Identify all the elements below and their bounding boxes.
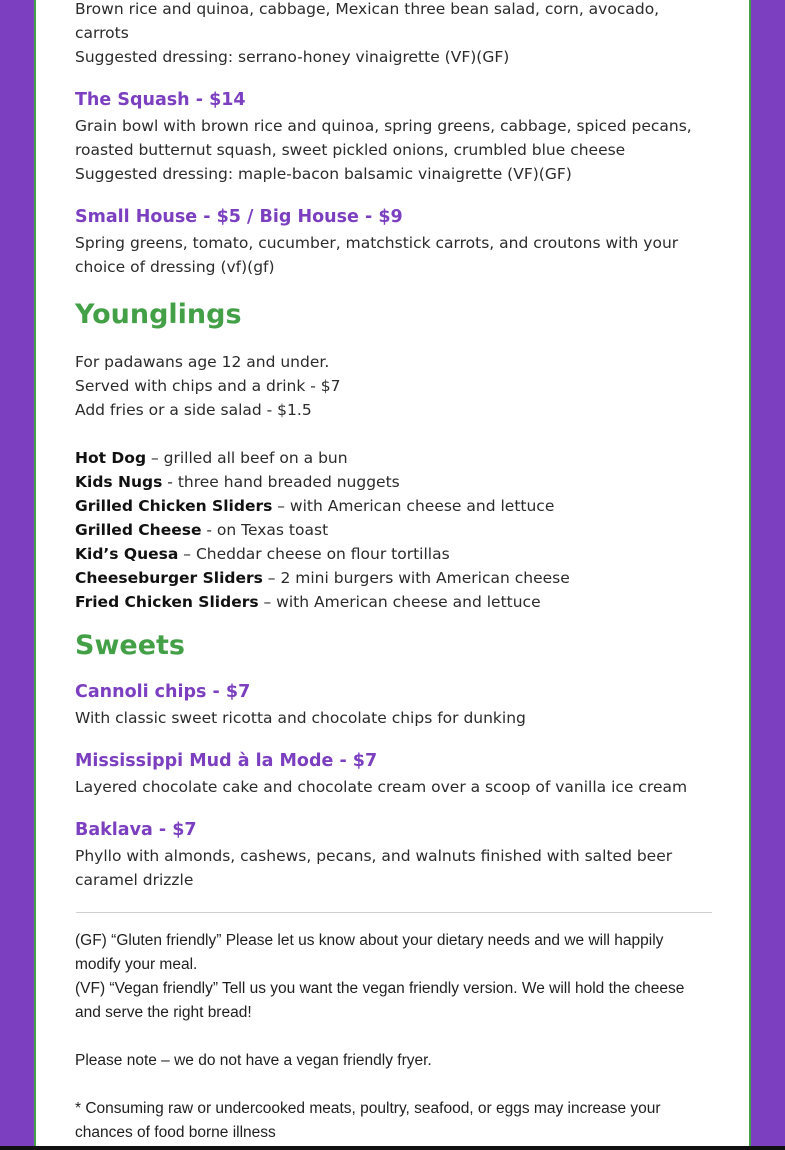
squash-description bbox=[75, 114, 715, 186]
house-salad-description bbox=[75, 231, 715, 279]
intro-line: For padawans age 12 and under. bbox=[75, 353, 330, 371]
window-bottom-edge bbox=[0, 1146, 785, 1150]
desc-line: carrots bbox=[75, 24, 129, 42]
kids-item-desc: - on Texas toast bbox=[201, 521, 329, 539]
fryer-note: Please note – we do not have a vegan friendly fryer. bbox=[75, 1052, 432, 1069]
desc-line: Spring greens, tomato, cucumber, matchstick carrots, and croutons with your bbox=[75, 234, 679, 252]
kids-item bbox=[75, 470, 715, 494]
menu-page bbox=[34, 0, 751, 1146]
bowl-description bbox=[75, 0, 715, 69]
kids-item-name: Hot Dog bbox=[75, 449, 147, 467]
desc-line: Layered chocolate cake and chocolate cream over a scoop of vanilla ice cream bbox=[75, 778, 688, 796]
mud-pie-title: Mississippi Mud à la Mode - $7 bbox=[75, 751, 378, 771]
divider bbox=[76, 912, 712, 913]
desc-line: Phyllo with almonds, cashews, pecans, and walnuts finished with salted beer bbox=[75, 847, 673, 865]
baklava-title: Baklava - $7 bbox=[75, 820, 197, 840]
kids-menu-list bbox=[75, 446, 715, 614]
kids-item-desc: – with American cheese and lettuce bbox=[258, 593, 541, 611]
raw-warning-line: * Consuming raw or undercooked meats, poultry, seafood, or eggs may increase your bbox=[75, 1100, 661, 1117]
cannoli-description bbox=[75, 706, 715, 730]
intro-line: Add fries or a side salad - $1.5 bbox=[75, 401, 312, 419]
kids-item-name: Kids Nugs bbox=[75, 473, 163, 491]
younglings-heading: Younglings bbox=[75, 299, 242, 330]
gf-note-line: modify your meal. bbox=[75, 956, 198, 973]
squash-title: The Squash - $14 bbox=[75, 90, 246, 110]
desc-line: caramel drizzle bbox=[75, 871, 194, 889]
desc-line: Suggested dressing: maple-bacon balsamic vinaigrette (VF)(GF) bbox=[75, 165, 572, 183]
kids-item bbox=[75, 566, 715, 590]
kids-item bbox=[75, 542, 715, 566]
baklava-description bbox=[75, 844, 715, 892]
kids-item bbox=[75, 590, 715, 614]
kids-item bbox=[75, 446, 715, 470]
intro-line: Served with chips and a drink - $7 bbox=[75, 377, 341, 395]
cannoli-title: Cannoli chips - $7 bbox=[75, 682, 251, 702]
kids-item bbox=[75, 494, 715, 518]
younglings-intro bbox=[75, 350, 715, 422]
kids-item bbox=[75, 518, 715, 542]
sweets-heading: Sweets bbox=[75, 630, 185, 661]
kids-item-name: Grilled Chicken Sliders bbox=[75, 497, 273, 515]
gf-note-line: (GF) “Gluten friendly” Please let us know about your dietary needs and we will happily bbox=[75, 932, 664, 949]
kids-item-name: Cheeseburger Sliders bbox=[75, 569, 263, 587]
kids-item-desc: – 2 mini burgers with American cheese bbox=[262, 569, 570, 587]
desc-line: choice of dressing (vf)(gf) bbox=[75, 258, 275, 276]
desc-line: Grain bowl with brown rice and quinoa, spring greens, cabbage, spiced pecans, bbox=[75, 117, 692, 135]
kids-item-desc: – grilled all beef on a bun bbox=[146, 449, 348, 467]
kids-item-desc: – Cheddar cheese on flour tortillas bbox=[178, 545, 450, 563]
desc-line: roasted butternut squash, sweet pickled onions, crumbled blue cheese bbox=[75, 141, 626, 159]
kids-item-name: Grilled Cheese bbox=[75, 521, 202, 539]
vf-note-line: (VF) “Vegan friendly” Tell us you want the vegan friendly version. We will hold the cheese bbox=[75, 980, 685, 997]
desc-line: Brown rice and quinoa, cabbage, Mexican three bean salad, corn, avocado, bbox=[75, 0, 660, 18]
kids-item-name: Fried Chicken Sliders bbox=[75, 593, 259, 611]
house-salad-title: Small House - $5 / Big House - $9 bbox=[75, 207, 403, 227]
dietary-notes bbox=[75, 929, 715, 1145]
raw-warning-line: chances of food borne illness bbox=[75, 1124, 276, 1141]
kids-item-desc: – with American cheese and lettuce bbox=[272, 497, 555, 515]
kids-item-desc: - three hand breaded nuggets bbox=[162, 473, 400, 491]
desc-line: With classic sweet ricotta and chocolate chips for dunking bbox=[75, 709, 526, 727]
vf-note-line: and serve the right bread! bbox=[75, 1004, 252, 1021]
mud-pie-description bbox=[75, 775, 715, 799]
desc-line: Suggested dressing: serrano-honey vinaigrette (VF)(GF) bbox=[75, 48, 510, 66]
kids-item-name: Kid’s Quesa bbox=[75, 545, 179, 563]
